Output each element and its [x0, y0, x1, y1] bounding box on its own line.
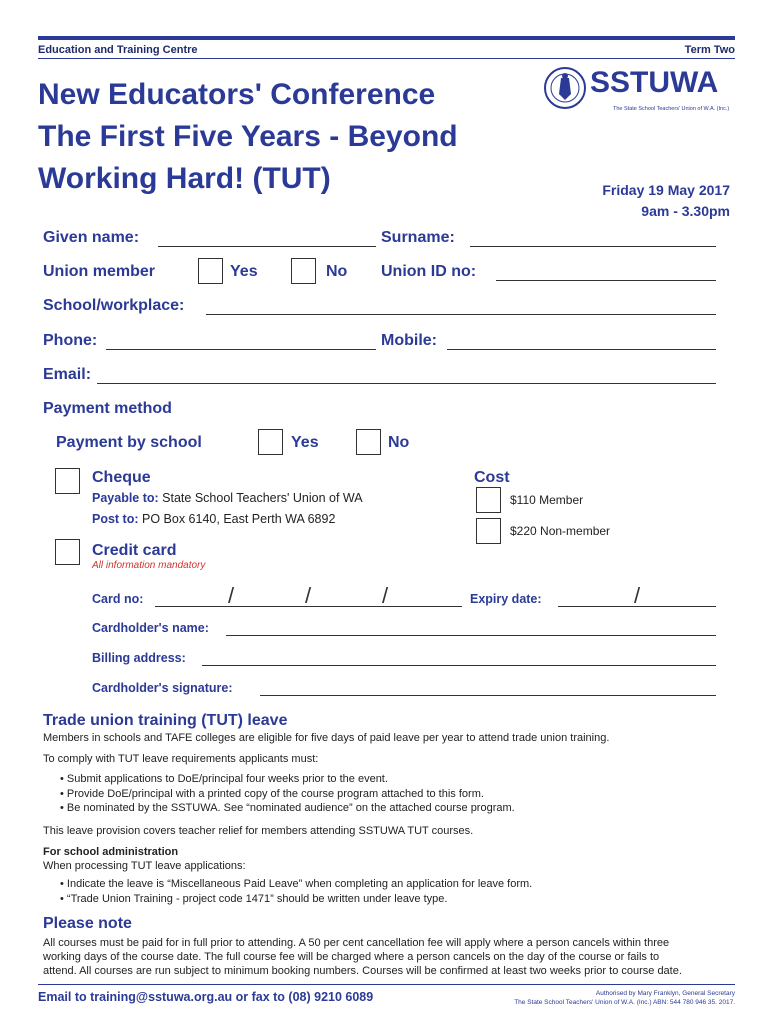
header-centre-name: Education and Training Centre: [38, 44, 198, 56]
school-field[interactable]: [206, 314, 716, 315]
note-line-1: All courses must be paid for in full prior to attending. A 50 per cent cancellation fee will apply where a person cancels within three: [43, 937, 670, 949]
cardholder-name-label: Cardholder's name:: [92, 621, 209, 635]
card-no-separator: /: [305, 583, 312, 608]
union-id-label: Union ID no:: [381, 263, 477, 280]
union-member-no-checkbox[interactable]: [291, 258, 316, 284]
cheque-checkbox[interactable]: [55, 468, 80, 494]
expiry-separator: /: [634, 583, 641, 608]
admin-intro: When processing TUT leave applications:: [43, 860, 246, 872]
page-title: [38, 74, 458, 200]
sstuwa-seal-icon: [543, 64, 587, 114]
logo-wordmark: SSTUWA: [590, 66, 719, 99]
title-line-3: Working Hard! (TUT): [38, 162, 331, 195]
card-no-label: Card no:: [92, 592, 144, 606]
footer-auth-line-1: Authorised by Mary Franklyn, General Secretary: [595, 990, 735, 997]
mandatory-note: All information mandatory: [92, 560, 206, 571]
payment-school-yes-label: Yes: [291, 434, 319, 451]
signature-label: Cardholder's signature:: [92, 681, 233, 695]
admin-list: [60, 877, 532, 906]
list-item: • Be nominated by the SSTUWA. See “nominated audience” on the attached course program.: [60, 801, 515, 816]
billing-address-field[interactable]: [202, 665, 716, 666]
union-member-yes-label: Yes: [230, 263, 258, 280]
payment-method-heading: Payment method: [43, 400, 172, 417]
note-line-2: working days of the course date. The full course fee will be charged where a person cancels on the day of the course or fails to: [43, 951, 660, 963]
post-to-label: Post to:: [92, 512, 139, 526]
tut-requirements-list: [60, 772, 515, 816]
union-member-yes-checkbox[interactable]: [198, 258, 223, 284]
mobile-label: Mobile:: [381, 332, 437, 349]
footer-divider: [38, 984, 735, 985]
member-cost-checkbox[interactable]: [476, 487, 501, 513]
surname-field[interactable]: [470, 246, 716, 247]
list-item: • Indicate the leave is “Miscellaneous Paid Leave” when completing an application for leave form.: [60, 877, 532, 892]
payable-to-value: State School Teachers' Union of WA: [162, 491, 363, 505]
union-id-field[interactable]: [496, 280, 716, 281]
email-field[interactable]: [97, 383, 716, 384]
sstuwa-logo: [543, 62, 738, 118]
post-to: [92, 512, 335, 526]
footer-contact: Email to training@sstuwa.org.au or fax to (08) 9210 6089: [38, 990, 374, 1004]
list-item: • Submit applications to DoE/principal four weeks prior to the event.: [60, 772, 515, 787]
payment-by-school-label: Payment by school: [56, 434, 202, 451]
cardholder-name-field[interactable]: [226, 635, 716, 636]
nonmember-cost-label: $220 Non-member: [510, 524, 611, 538]
union-member-label: Union member: [43, 263, 156, 280]
tut-paragraph-2: To comply with TUT leave requirements applicants must:: [43, 753, 319, 765]
list-item: • “Trade Union Training - project code 1471” should be written under leave type.: [60, 892, 532, 907]
footer-auth-line-2: The State School Teachers' Union of W.A. (Inc.) ABN: 544 780 946 35. 2017.: [514, 998, 735, 1006]
credit-card-label: Credit card: [92, 542, 177, 559]
union-member-no-label: No: [326, 263, 348, 280]
event-date: Friday 19 May 2017: [602, 182, 730, 198]
card-no-separator: /: [382, 583, 389, 608]
billing-address-label: Billing address:: [92, 651, 186, 665]
event-time: 9am - 3.30pm: [641, 203, 730, 219]
payable-to: [92, 491, 363, 505]
tut-paragraph-1: Members in schools and TAFE colleges are eligible for five days of paid leave per year to attend trade union training.: [43, 732, 610, 744]
tut-paragraph-3: This leave provision covers teacher relief for members attending SSTUWA TUT courses.: [43, 825, 474, 837]
payment-school-yes-checkbox[interactable]: [258, 429, 283, 455]
phone-field[interactable]: [106, 349, 376, 350]
title-line-1: New Educators' Conference: [38, 78, 436, 111]
given-name-label: Given name:: [43, 229, 140, 246]
payment-school-no-label: No: [388, 434, 410, 451]
list-item: • Provide DoE/principal with a printed copy of the course program attached to this form.: [60, 787, 515, 802]
mobile-field[interactable]: [447, 349, 716, 350]
phone-label: Phone:: [43, 332, 98, 349]
signature-field[interactable]: [260, 695, 716, 696]
school-label: School/workplace:: [43, 297, 185, 314]
given-name-field[interactable]: [158, 246, 376, 247]
surname-label: Surname:: [381, 229, 455, 246]
payment-school-no-checkbox[interactable]: [356, 429, 381, 455]
nonmember-cost-checkbox[interactable]: [476, 518, 501, 544]
email-label: Email:: [43, 366, 92, 383]
cheque-label: Cheque: [92, 469, 151, 486]
note-line-3: attend. All courses are run subject to minimum booking numbers. Courses will be confirmed at least two weeks prior to course date.: [43, 965, 682, 977]
cost-heading: Cost: [474, 469, 510, 486]
event-datetime: [602, 180, 730, 222]
header-term: Term Two: [684, 44, 735, 56]
payable-to-label: Payable to:: [92, 491, 159, 505]
admin-heading: For school administration: [43, 846, 179, 858]
title-line-2: The First Five Years - Beyond: [38, 120, 458, 153]
card-no-separator: /: [228, 583, 235, 608]
tut-heading: Trade union training (TUT) leave: [43, 712, 288, 729]
header-bar: [38, 36, 735, 40]
note-heading: Please note: [43, 915, 132, 932]
header-divider: [38, 58, 735, 59]
credit-card-checkbox[interactable]: [55, 539, 80, 565]
expiry-label: Expiry date:: [470, 592, 542, 606]
member-cost-label: $110 Member: [510, 493, 584, 507]
footer-authorisation: [514, 990, 735, 1007]
post-to-value: PO Box 6140, East Perth WA 6892: [142, 512, 336, 526]
logo-tagline: The State School Teachers' Union of W.A. (Inc.): [613, 106, 730, 112]
